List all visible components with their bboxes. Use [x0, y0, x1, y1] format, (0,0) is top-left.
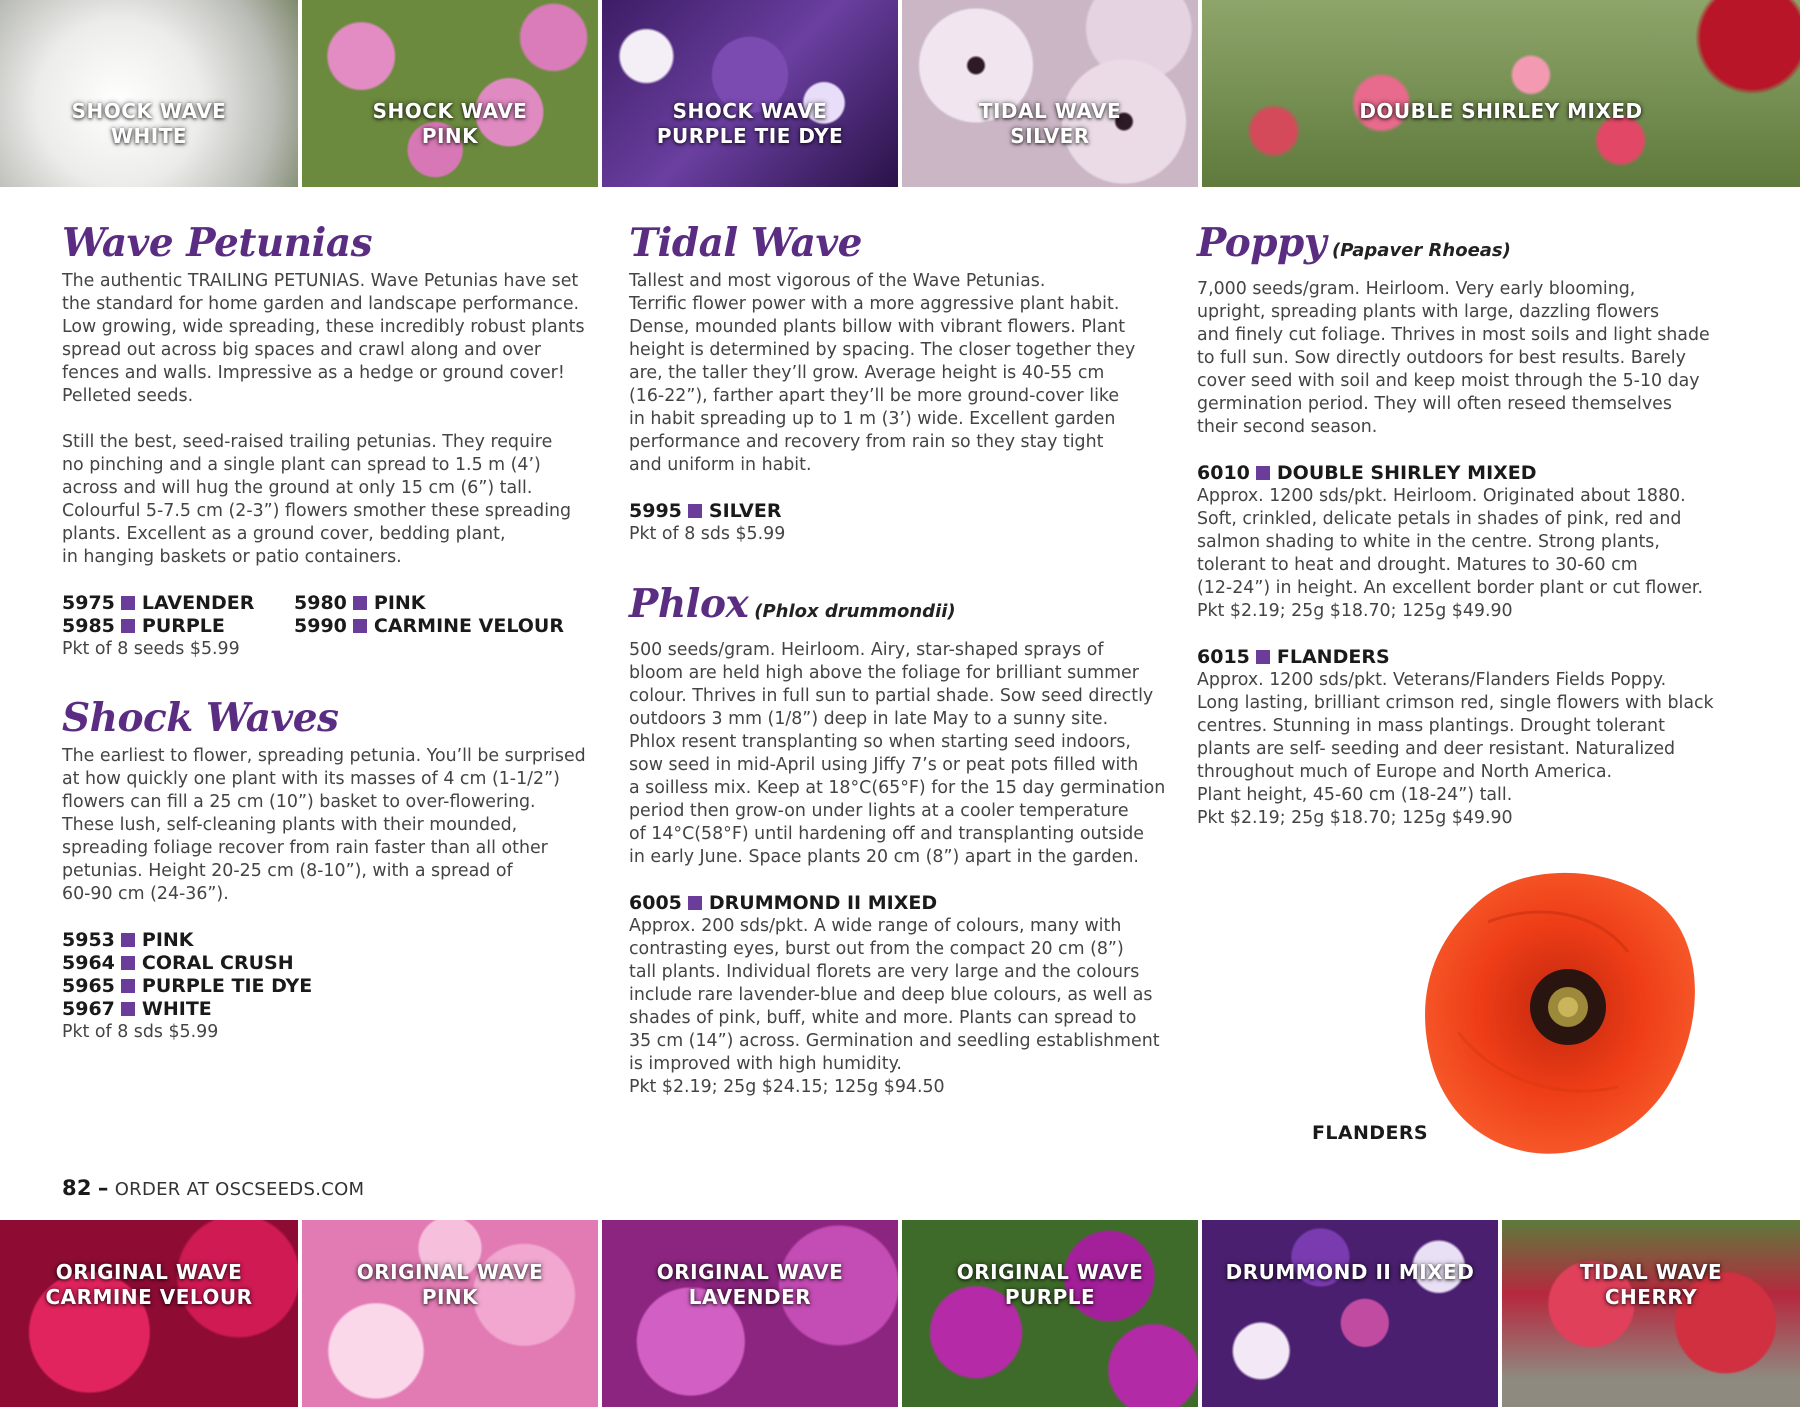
shock-waves-description: The earliest to flower, spreading petunia. You’ll be surprised at how quickly one plant with its masses of 4 cm (1-1/2”) flowers can fill a 25 cm (10”) basket to over-flowering. These lush, self-cleaning plants with their mounded, spreading foliage recover from rain faster than all other petunias. Height 20-25 cm (8-10”), with a spread of 60-90 cm (24-36”).: [62, 746, 586, 904]
poppy-image-label: FLANDERS: [1312, 1122, 1428, 1144]
section-title-wave-petunias: Wave Petunias: [62, 220, 373, 266]
photo-caption: DRUMMOND II MIXED: [1225, 1260, 1475, 1284]
flanders-price: Pkt $2.19; 25g $18.70; 125g $49.90: [1197, 808, 1513, 828]
product-item: 5980 PINK: [294, 592, 426, 614]
wave-petunias-price: Pkt of 8 seeds $5.99: [62, 639, 240, 659]
bullet-square-icon: [121, 1002, 135, 1016]
shock-waves-price: Pkt of 8 sds $5.99: [62, 1022, 219, 1042]
photo-shock-wave-white: [0, 0, 298, 187]
product-item: 5975 LAVENDER: [62, 592, 255, 614]
bottom-photo-strip: [0, 1220, 1800, 1407]
poppy-description: 7,000 seeds/gram. Heirloom. Very early blooming, upright, spreading plants with large, dazzling flowers and finely cut foliage. Thrives in most soils and light shade to full sun. Sow directly outdoors for best results. Barely cover seed with soil and keep moist through the 5-10 day germination period. They will often reseed themselves their second season.: [1197, 279, 1710, 437]
tidal-wave-price: Pkt of 8 sds $5.99: [629, 524, 786, 544]
flanders-description: Approx. 1200 sds/pkt. Veterans/Flanders Fields Poppy. Long lasting, brilliant crimson red, single flowers with black centres. Stunning in mass plantings. Drought tolerant plants are self- seeding and deer resistant. Naturalized throughout much of Europe and North America. Plant height, 45-60 cm (18-24”) tall.: [1197, 670, 1714, 805]
section-title-phlox: Phlox (Phlox drummondii): [629, 581, 956, 627]
footer-dash: –: [97, 1176, 109, 1200]
photo-shock-wave-purple-tie-dye: [602, 0, 898, 187]
phlox-item-description: Approx. 200 sds/pkt. A wide range of colours, many with contrasting eyes, burst out from the compact 20 cm (8”) tall plants. Individual florets are very large and the colours include rare lavender-blue and deep blue colours, as well as shades of pink, buff, white and more. Plants can spread to 35 cm (14”) across. Germination and seedling establishment is improved with high humidity.: [629, 916, 1160, 1074]
product-item: 6005 DRUMMOND II MIXED: [629, 892, 938, 914]
product-item: 5995 SILVER: [629, 500, 782, 522]
bullet-square-icon: [353, 596, 367, 610]
product-item: 5953 PINK: [62, 929, 194, 951]
double-shirley-description: Approx. 1200 sds/pkt. Heirloom. Originated about 1880. Soft, crinkled, delicate petals in shades of pink, red and salmon shading to white in the centre. Strong plants, tolerant to heat and drought. Matures to 30-60 cm (12-24”) in height. An excellent border plant or cut flower.: [1197, 486, 1704, 598]
column-wave-petunias: [62, 220, 602, 1044]
photo-original-wave-carmine-velour: [0, 1220, 298, 1407]
photo-caption: ORIGINAL WAVE CARMINE VELOUR: [45, 1260, 253, 1309]
bullet-square-icon: [688, 504, 702, 518]
latin-name: (Papaver Rhoeas): [1332, 240, 1511, 261]
bullet-square-icon: [688, 896, 702, 910]
top-photo-strip: [0, 0, 1800, 187]
column-poppy: [1197, 220, 1742, 830]
photo-shock-wave-pink: [302, 0, 598, 187]
photo-caption: SHOCK WAVE WHITE: [71, 99, 227, 148]
photo-tidal-wave-silver: [902, 0, 1198, 187]
latin-name: (Phlox drummondii): [754, 601, 956, 622]
photo-caption: TIDAL WAVE SILVER: [978, 99, 1122, 148]
bullet-square-icon: [1256, 466, 1270, 480]
photo-caption: SHOCK WAVE PINK: [372, 99, 528, 148]
phlox-price: Pkt $2.19; 25g $24.15; 125g $94.50: [629, 1077, 945, 1097]
bullet-square-icon: [121, 596, 135, 610]
photo-caption: TIDAL WAVE CHERRY: [1579, 1260, 1723, 1309]
product-item: 5967 WHITE: [62, 998, 212, 1020]
photo-caption: ORIGINAL WAVE LAVENDER: [656, 1260, 844, 1309]
photo-original-wave-lavender: [602, 1220, 898, 1407]
photo-original-wave-pink: [302, 1220, 598, 1407]
bullet-square-icon: [121, 979, 135, 993]
bullet-square-icon: [121, 933, 135, 947]
double-shirley-price: Pkt $2.19; 25g $18.70; 125g $49.90: [1197, 601, 1513, 621]
photo-drummond-ii-mixed: [1202, 1220, 1498, 1407]
section-title-tidal-wave: Tidal Wave: [629, 220, 862, 266]
bullet-square-icon: [121, 956, 135, 970]
photo-caption: DOUBLE SHIRLEY MIXED: [1359, 99, 1643, 123]
product-item: 6015 FLANDERS: [1197, 646, 1390, 668]
page-number: 82: [62, 1176, 92, 1200]
column-tidal-wave-phlox: [629, 220, 1174, 1099]
product-item: 5985 PURPLE: [62, 615, 225, 637]
product-item: 5964 CORAL CRUSH: [62, 952, 294, 974]
bullet-square-icon: [121, 619, 135, 633]
product-item: 6010 DOUBLE SHIRLEY MIXED: [1197, 462, 1537, 484]
bullet-square-icon: [353, 619, 367, 633]
bullet-square-icon: [1256, 650, 1270, 664]
section-title-shock-waves: Shock Waves: [62, 695, 339, 741]
tidal-wave-description: Tallest and most vigorous of the Wave Petunias. Terrific flower power with a more aggressive plant habit. Dense, mounded plants billow with vibrant flowers. Plant height is determined by spacing. The closer together they are, the taller they’ll grow. Average height is 40-55 cm (16-22”), farther apart they’ll be more ground-cover like in habit spreading up to 1 m (3’) wide. Excellent garden performance and recovery from rain so they stay tight and uniform in habit.: [629, 271, 1136, 475]
wave-petunias-items: [62, 592, 602, 638]
photo-caption: ORIGINAL WAVE PURPLE: [956, 1260, 1144, 1309]
product-item: 5965 PURPLE TIE DYE: [62, 975, 313, 997]
footer-link[interactable]: ORDER AT OSCSEEDS.COM: [114, 1179, 365, 1200]
photo-tidal-wave-cherry: [1502, 1220, 1800, 1407]
page-footer: [62, 1176, 364, 1200]
photo-original-wave-purple: [902, 1220, 1198, 1407]
flanders-poppy-image: [1418, 862, 1708, 1162]
section-title-poppy: Poppy (Papaver Rhoeas): [1197, 220, 1511, 266]
phlox-description: 500 seeds/gram. Heirloom. Airy, star-shaped sprays of bloom are held high above the foliage for brilliant summer colour. Thrives in full sun to partial shade. Sow seed directly outdoors 3 mm (1/8”) deep in late May to a sunny site. Phlox resent transplanting so when starting seed indoors, sow seed in mid-April using Jiffy 7’s or peat pots filled with a soilless mix. Keep at 18°C(65°F) for the 15 day germination period then grow-on under lights at a cooler temperature of 14°C(58°F) until hardening off and transplanting outside in early June. Space plants 20 cm (8”) apart in the garden.: [629, 640, 1166, 867]
wave-petunias-description-2: Still the best, seed-raised trailing petunias. They require no pinching and a single plant can spread to 1.5 m (4’) across and will hug the ground at only 15 cm (6”) tall. Colourful 5-7.5 cm (2-3”) flowers smother these spreading plants. Excellent as a ground cover, bedding plant, in hanging baskets or patio containers.: [62, 432, 572, 567]
photo-double-shirley-mixed: [1202, 0, 1800, 187]
photo-caption: SHOCK WAVE PURPLE TIE DYE: [656, 99, 844, 148]
product-item: 5990 CARMINE VELOUR: [294, 615, 564, 637]
wave-petunias-description: The authentic TRAILING PETUNIAS. Wave Petunias have set the standard for home garden and landscape performance. Low growing, wide spreading, these incredibly robust plants spread out across big spaces and crawl along and over fences and walls. Impressive as a hedge or ground cover! Pelleted seeds.: [62, 271, 585, 406]
photo-caption: ORIGINAL WAVE PINK: [356, 1260, 544, 1309]
